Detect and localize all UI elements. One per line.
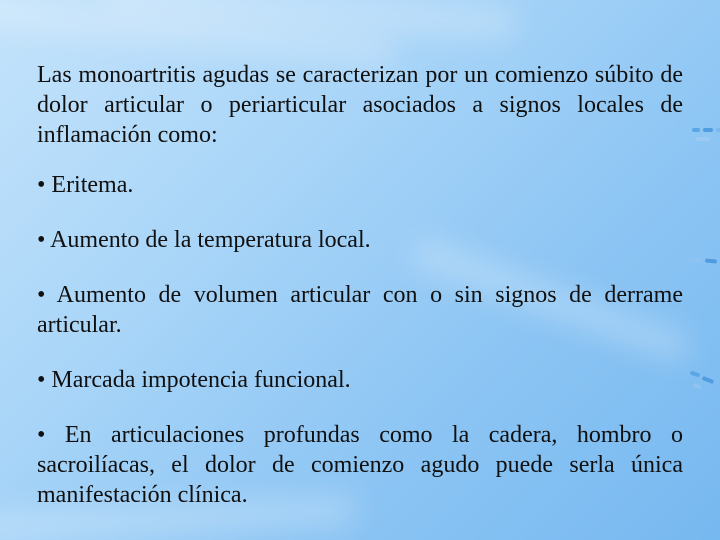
bullet-item: • Aumento de la temperatura local. — [37, 227, 371, 253]
bullet-item: • En articulaciones profundas como la cadera, hombro o sacroilíacas, el dolor de comienzo agudo puede serla única manifestación clínica. — [37, 422, 683, 508]
slide-body — [37, 60, 683, 535]
intro-paragraph: Las monoartritis agudas se caracterizan por un comienzo súbito de dolor articular o periarticular asociados a signos locales de inflamación como: — [37, 62, 683, 148]
background-streak — [0, 8, 379, 52]
bullet-item: • Eritema. — [37, 172, 134, 198]
bullet-item: • Aumento de volumen articular con o sin signos de derrame articular. — [37, 282, 683, 338]
bullet-item: • Marcada impotencia funcional. — [37, 367, 351, 393]
background-streak — [120, 0, 499, 23]
